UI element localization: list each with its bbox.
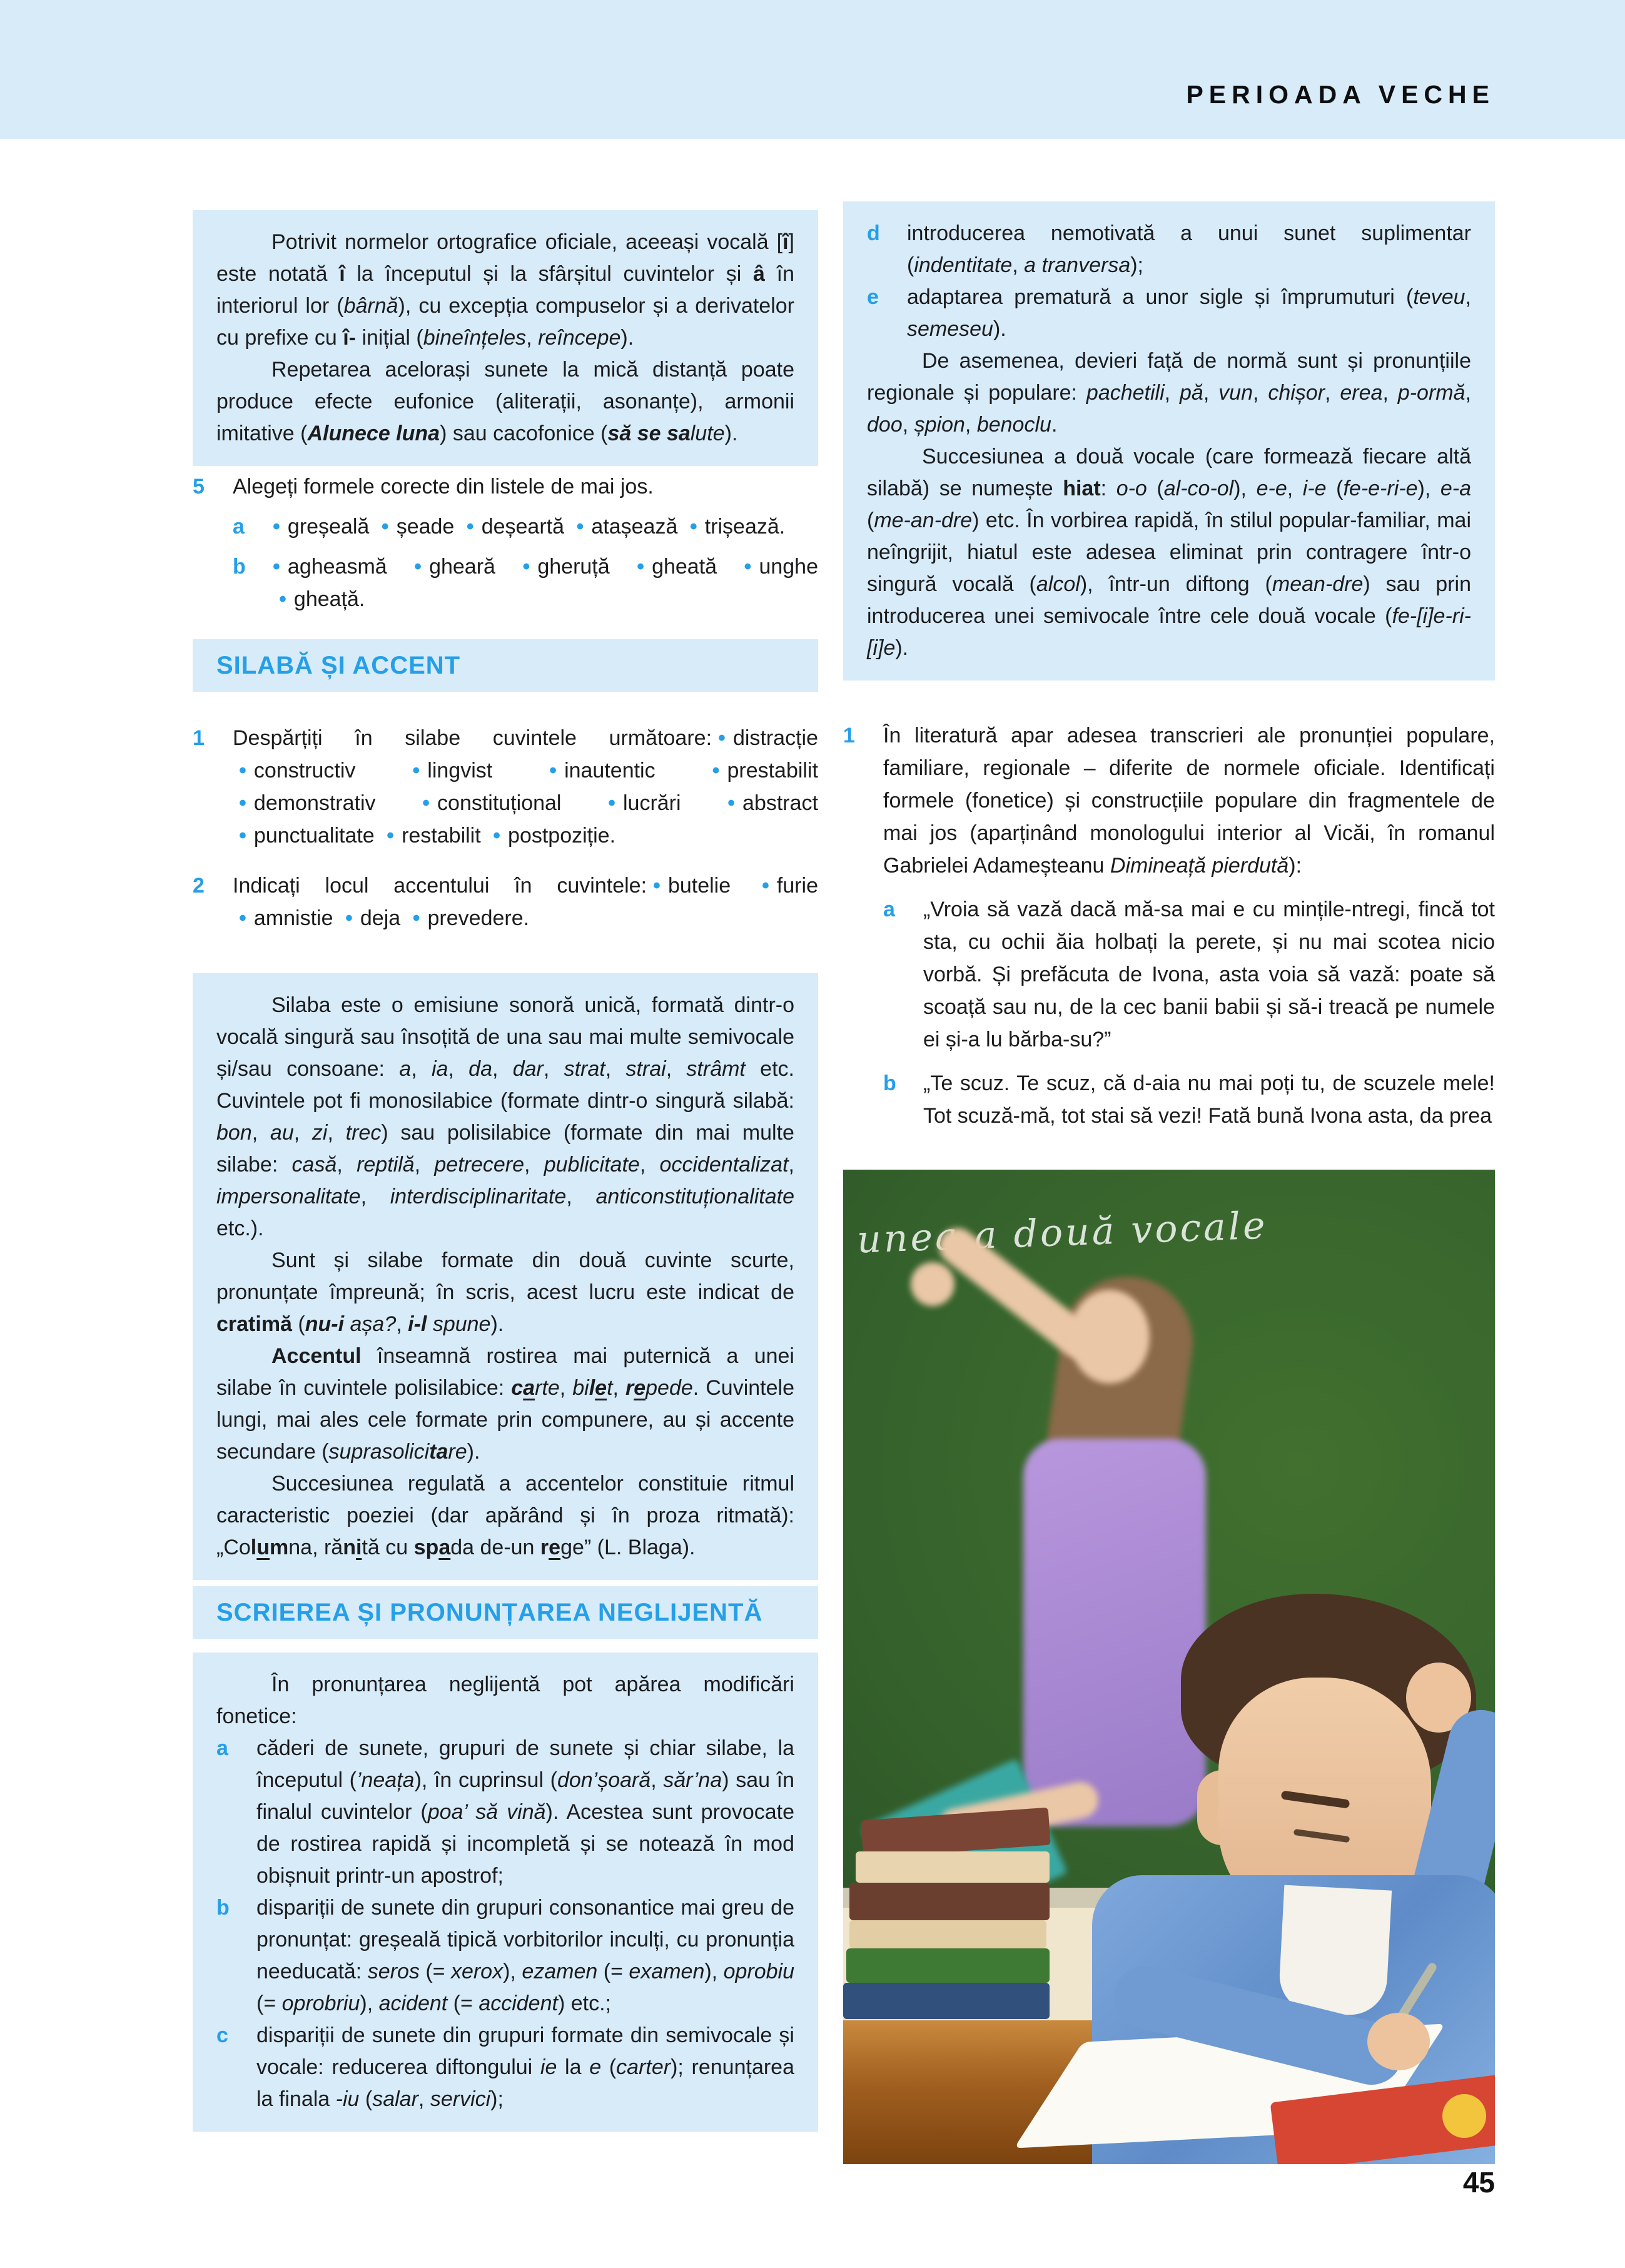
item-label: b xyxy=(216,1896,230,1920)
item-label: d xyxy=(867,221,880,245)
item-text: adaptarea prematură a unor sigle și împrumuturi (teveu, semeseu). xyxy=(907,285,1471,341)
item-label: a xyxy=(216,1736,228,1760)
list-item-d xyxy=(867,218,1471,281)
exercise-number: 5 xyxy=(193,475,205,499)
quote-text: „Te scuz. Te scuz, că d-aia nu mai poți tu, de scuzele mele! Tot scuză-mă, tot stai să vezi! Fată bună Ivona asta, da prea xyxy=(923,1071,1495,1128)
paragraph: Succesiunea regulată a accentelor constituie ritmul caracteristic poeziei (dar apărând și în proza ritmată): „Columna, rănită cu spada de-un rege” (L. Blaga). xyxy=(216,1472,794,1559)
item-text: căderi de sunete, grupuri de sunete și chiar silabe, la începutul (’neața), în cuprinsul (don’șoară, săr’na) sau în finalul cuvintelor (poa’ să vină). Acestea sunt provocate de rostirea rapidă și incompletă și se notează în mod obișnuit printr-un apostrof; xyxy=(256,1736,794,1888)
header-band xyxy=(0,0,1625,139)
section-title: SCRIEREA ȘI PRONUNȚAREA NEGLIJENTĂ xyxy=(216,1598,763,1626)
info-box-devieri xyxy=(843,201,1495,681)
exercise-number: 2 xyxy=(193,874,205,898)
item-label: b xyxy=(233,555,246,579)
quote-item-b xyxy=(883,1067,1495,1132)
paragraph: De asemenea, devieri față de normă sunt și pronunțiile regionale și populare: pachetili, pă, vun, chișor, erea, p-ormă, doo, șpion, benoclu. xyxy=(867,349,1471,437)
paragraph: Repetarea acelorași sunete la mică distanță poate produce efecte eufonice (aliterații, asonanțe), armonii imitative (Alunece luna) sau cacofonice (să se salute). xyxy=(216,358,794,445)
quote-text: „Vroia să vază dacă mă-sa mai e cu mințile-ntregi, fincă tot sta, cu ochii ăia holbați la perete, și nu mai scotea nicio vorbă. Și prefăcuta de Ivona, asta voia să vază: poate să scoață sau nu, de la cec banii babii și să-i treacă pe numele ei și-a lu bărba-su?” xyxy=(923,898,1495,1051)
exercise-number: 1 xyxy=(843,724,855,747)
exercise-5 xyxy=(193,470,818,615)
stacked-book xyxy=(849,1920,1046,1948)
stacked-book xyxy=(856,1851,1050,1883)
paragraph: În pronunțarea neglijentă pot apărea modificări fonetice: xyxy=(216,1673,794,1728)
item-label: e xyxy=(867,285,879,309)
paragraph: Potrivit normelor ortografice oficiale, aceeași vocală [î] este notată î la începutul și la sfârșitul cuvintelor și â în interiorul lor (bârnă), cu excepția compuselor și a derivatelor cu prefixe cu î- inițial (bineînțeles, reîncepe). xyxy=(216,230,795,350)
red-book-decoration xyxy=(1442,2094,1486,2138)
list-item-b xyxy=(233,550,818,615)
item-text: dispariții de sunete din grupuri formate din semivocale și vocale: reducerea diftongului ie la e (carter); renunțarea la finala -iu (salar, servici); xyxy=(256,2023,794,2111)
list-item-a xyxy=(216,1733,794,1892)
chapter-title: PERIOADA VECHE xyxy=(1186,80,1495,109)
exercise-number: 1 xyxy=(193,726,205,750)
page-number: 45 xyxy=(1462,2166,1495,2199)
exercise-body xyxy=(233,869,818,934)
section-heading-silaba-si-accent xyxy=(193,639,818,692)
list-item-c xyxy=(216,2020,794,2115)
item-text: dispariții de sunete din grupuri consonantice mai greu de pronunțat: greșeală tipică vorbitorilor inculți, cu pronunția needucată: seros (= xerox), ezamen (= examen), oprobiu (= oprobriu), acident (= accident) etc.; xyxy=(256,1896,795,2015)
stacked-book xyxy=(843,1983,1050,2019)
section-title: SILABĂ ȘI ACCENT xyxy=(216,651,461,679)
info-box-pronuntare-neglijenta xyxy=(193,1653,818,2132)
list-item-a xyxy=(233,510,818,543)
exercise-2-left xyxy=(193,869,818,934)
paragraph: Accentul înseamnă rostirea mai puternică a unei silabe în cuvintele polisilabice: carte, bilet, repede. Cuvintele lungi, mai ales cele formate prin compunere, au și accente secundare (suprasolicitare). xyxy=(216,1344,794,1464)
item-label: a xyxy=(233,515,245,539)
paragraph: Succesiunea a două vocale (care formează fiecare altă silabă) se numește hiat: o-o (al-co-ol), e-e, i-e (fe-e-ri-e), e-a (me-an-dre) etc. În vorbirea rapidă, în stilul popular-familiar, mai neîngrijit, hiatul este adesea eliminat prin contragere într-o singură vocală (alcol), într-un diftong (mean-dre) sau prin introducerea unei semivocale între cele două vocale (fe-[i]e-ri-[i]e). xyxy=(867,445,1471,660)
exercise-intro: În literatură apar adesea transcrieri ale pronunției populare, familiare, regionale – diferite de normele oficiale. Identificați formele (fonetice) și construcțiile populare din fragmentele de mai jos (aparținând monologului interior al Vicăi, în romanul Gabrielei Adameșteanu Dimineață pierdută): xyxy=(883,724,1495,878)
classroom-photo xyxy=(843,1170,1495,2164)
girl-hand xyxy=(911,1262,954,1306)
exercise-1-left xyxy=(193,722,818,852)
word-list: • distracție • constructiv • lingvist • inautentic • prestabilit • demonstrativ • constituțional • lucrări • abstract • punctualitate • restabilit • postpoziție. xyxy=(239,726,818,848)
word-list: • butelie • furie • amnistie • deja • prevedere. xyxy=(239,874,819,930)
girl-purple-shirt xyxy=(1023,1439,1206,1826)
paragraph: Silaba este o emisiune sonoră unică, formată dintr-o vocală singură sau însoțită de una sau mai multe semivocale și/sau consoane: a, ia, da, dar, strat, strai, strâmt etc. Cuvintele pot fi monosilabice (formate dintr-o singură silabă: bon, au, zi, trec) sau polisilabice (formate din mai multe silabe: casă, reptilă, petrecere, publicitate, occidentalizat, impersonalitate, interdisciplinaritate, anticonstituționalitate etc.). xyxy=(216,993,794,1240)
exercise-intro: Indicați locul accentului în cuvintele: xyxy=(233,874,647,898)
list-item-e xyxy=(867,281,1471,345)
girl-head xyxy=(1070,1290,1150,1384)
section-heading-scrierea-neglijenta xyxy=(193,1586,818,1639)
stacked-book xyxy=(846,1948,1050,1983)
boy-white-tshirt xyxy=(1278,1885,1392,2017)
list-item-b xyxy=(216,1892,794,2020)
stacked-book xyxy=(849,1883,1050,1920)
exercise-body xyxy=(233,722,818,852)
info-box-orthography xyxy=(193,210,818,466)
word-list: • agheasmă • gheară • gheruță • gheată • unghe • gheață. xyxy=(273,555,818,611)
quote-item-a xyxy=(883,893,1495,1056)
exercise-intro: Despărțiți în silabe cuvintele următoare: xyxy=(233,726,712,750)
item-label: a xyxy=(883,898,895,921)
chalk-handwriting: unea a două vocale xyxy=(856,1203,1268,1262)
exercise-1-right xyxy=(843,719,1495,1132)
boy-writing-hand xyxy=(1367,2013,1430,2070)
word-list: • greșeală • șeade • deșeartă • atașează • trișează. xyxy=(273,515,786,539)
paragraph: Sunt și silabe formate din două cuvinte scurte, pronunțate împreună; în scris, acest lucru este indicat de cratimă (nu-i așa?, i-l spune). xyxy=(216,1248,794,1336)
info-box-silaba xyxy=(193,973,818,1580)
item-text: introducerea nemotivată a unui sunet suplimentar (indentitate, a tranversa); xyxy=(907,221,1471,277)
exercise-intro: Alegeți formele corecte din listele de mai jos. xyxy=(233,475,654,499)
item-label: c xyxy=(216,2023,228,2047)
item-label: b xyxy=(883,1071,896,1095)
